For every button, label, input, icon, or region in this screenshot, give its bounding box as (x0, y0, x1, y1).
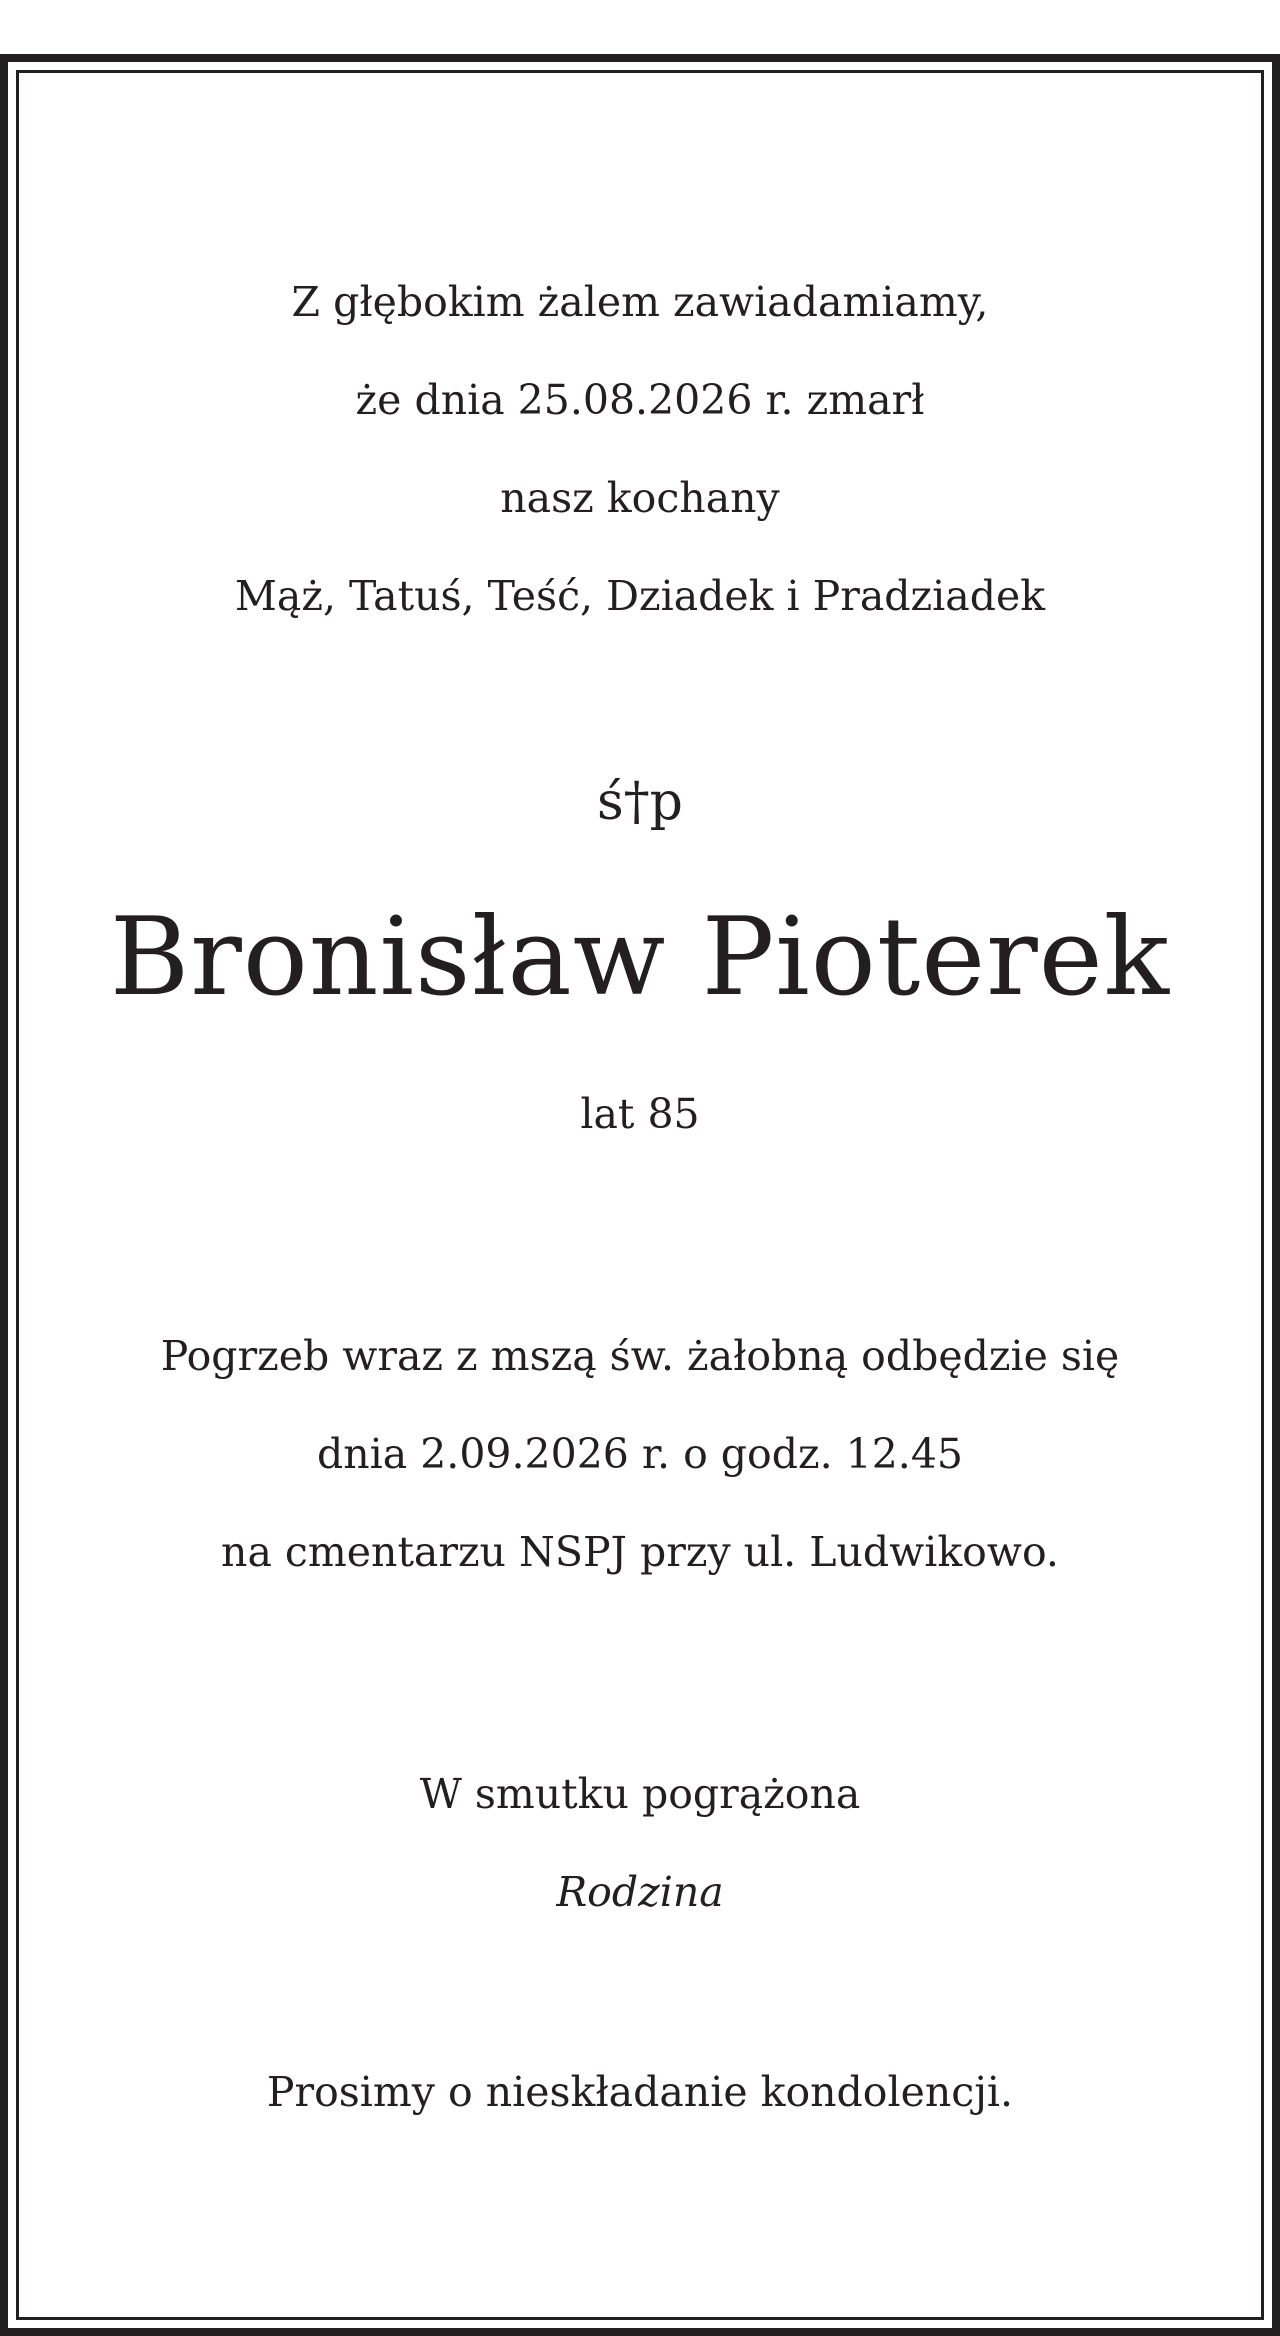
deceased-name: Bronisław Pioterek (109, 895, 1171, 1020)
intro-line-1: Z głębokim żalem zawiadamiamy, (291, 278, 989, 326)
intro-line-2: że dnia 25.08.2026 r. zmarł (355, 376, 925, 424)
funeral-line-2: dnia 2.09.2026 r. o godz. 12.45 (316, 1430, 964, 1478)
funeral-line-1: Pogrzeb wraz z mszą św. żałobną odbędzie się (160, 1332, 1120, 1380)
condolence-request: Prosimy o nieskładanie kondolencji. (266, 2068, 1014, 2116)
funeral-line-3: na cmentarzu NSPJ przy ul. Ludwikowo. (221, 1528, 1059, 1576)
intro-line-3: nasz kochany (500, 474, 780, 522)
stp-mark: ś†p (597, 772, 683, 832)
intro-line-4: Mąż, Tatuś, Teść, Dziadek i Pradziadek (234, 572, 1046, 620)
mourners-signature: Rodzina (556, 1868, 724, 1916)
age-line: lat 85 (580, 1090, 700, 1138)
mourners-line: W smutku pogrążona (419, 1770, 861, 1818)
